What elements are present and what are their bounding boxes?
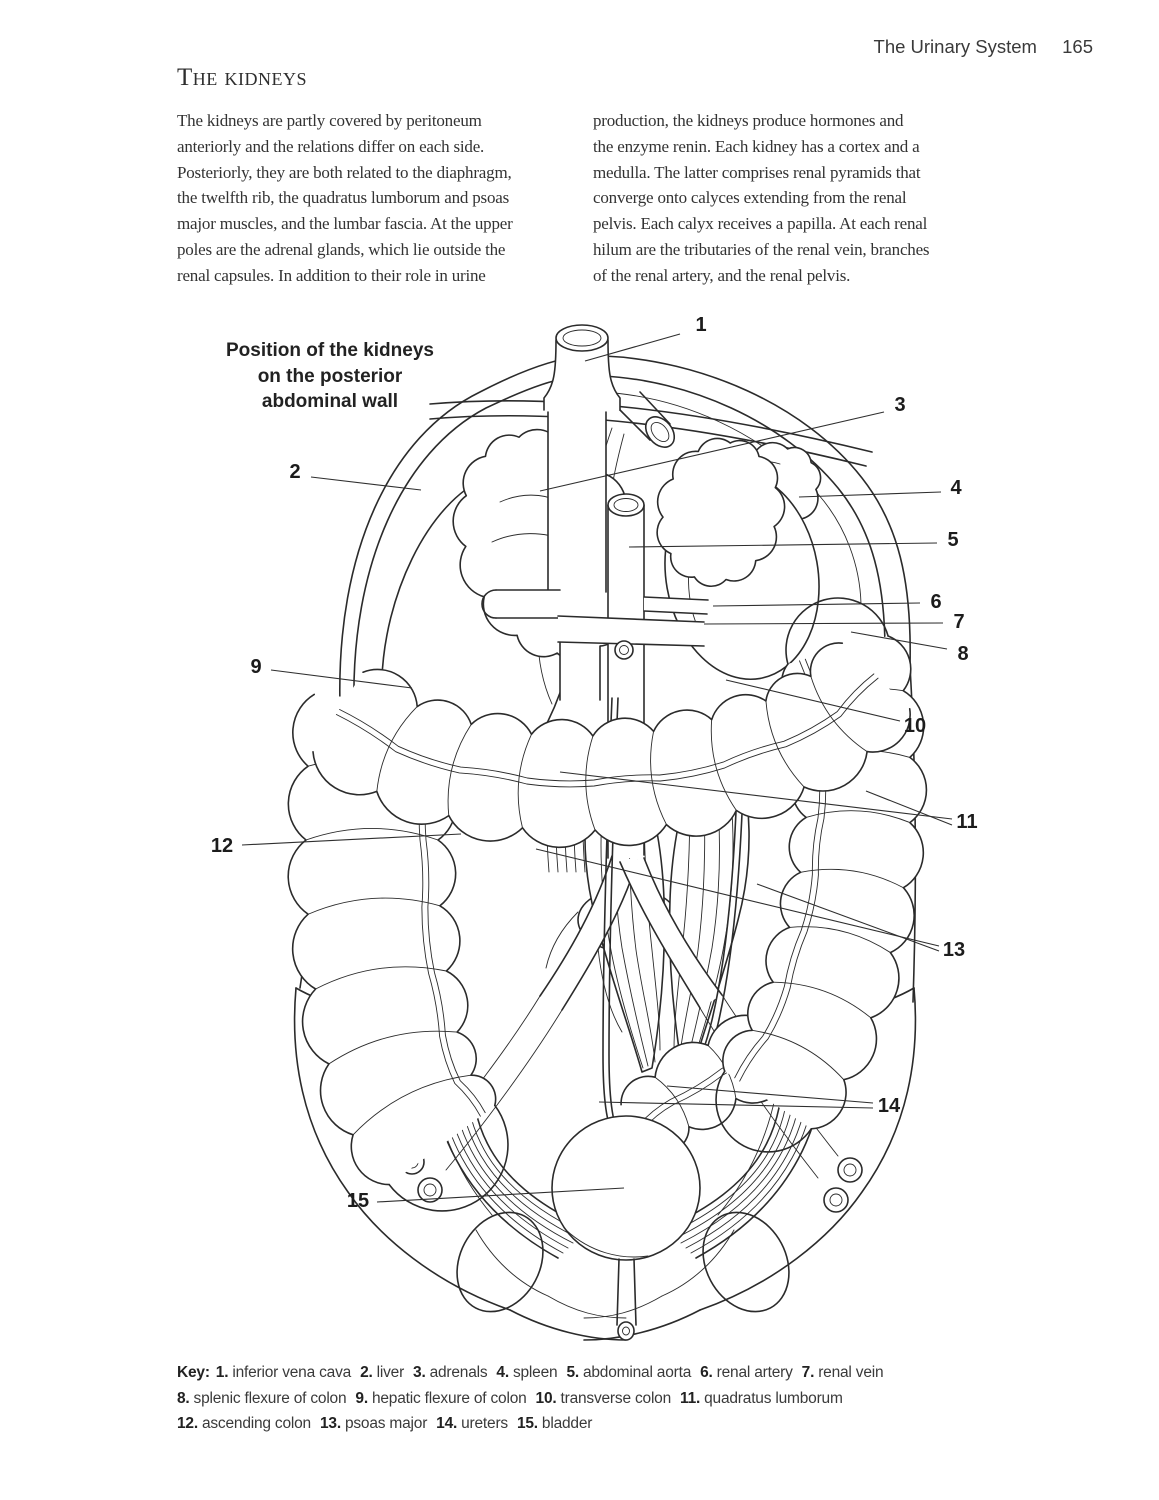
key-item — [680, 1390, 843, 1407]
figure-label-9: 9 — [250, 656, 262, 678]
key-item-number: 1. — [215, 1364, 229, 1381]
key-label: Key: — [177, 1364, 210, 1381]
figure-label-15: 15 — [346, 1190, 370, 1212]
key-item-text: liver — [376, 1364, 405, 1381]
key-item-text: quadratus lumborum — [704, 1389, 843, 1407]
figure-caption-line: abdominal wall — [261, 391, 399, 412]
key-item-text: bladder — [541, 1415, 593, 1432]
key-item-number: 7. — [801, 1364, 815, 1381]
key-item-number: 5. — [566, 1364, 579, 1381]
text-line: major muscles, and the lumbar fascia. At the upper — [177, 214, 513, 234]
figure-label-14: 14 — [877, 1095, 901, 1117]
key-item — [517, 1415, 592, 1432]
key-item-text: hepatic flexure of colon — [371, 1389, 527, 1407]
figure-caption-line: Position of the kidneys — [226, 340, 434, 361]
key-item — [496, 1364, 557, 1381]
figure-label-4: 4 — [950, 477, 962, 499]
key-item — [536, 1390, 671, 1407]
figure-label-6: 6 — [930, 591, 942, 613]
page-number: 165 — [1062, 36, 1093, 57]
key-item — [566, 1364, 691, 1381]
key-item-text: inferior vena cava — [232, 1364, 352, 1381]
figure-label-7: 7 — [953, 611, 965, 633]
key-item-text: adrenals — [429, 1364, 488, 1381]
key-item-text: renal vein — [818, 1364, 884, 1381]
key-item-number: 15. — [516, 1415, 538, 1432]
key-item — [413, 1364, 487, 1381]
key-line — [177, 1411, 987, 1437]
key-item-number: 12. — [177, 1415, 198, 1432]
figure-label-8: 8 — [957, 643, 969, 665]
key-item-number: 9. — [355, 1389, 368, 1407]
section-heading: The kidneys — [177, 64, 308, 91]
key-item — [436, 1415, 508, 1432]
key-item — [355, 1390, 526, 1407]
text-line: pelvis. Each calyx receives a papilla. At each renal — [593, 214, 928, 234]
leader-line — [799, 492, 941, 497]
text-line: medulla. The latter comprises renal pyramids that — [593, 162, 921, 182]
key-item — [320, 1415, 427, 1432]
key-item-number: 14. — [436, 1415, 458, 1432]
key-item-number: 10. — [535, 1389, 557, 1407]
key-item — [177, 1415, 311, 1432]
key-item-text: renal artery — [716, 1364, 793, 1381]
key-item-number: 2. — [360, 1364, 373, 1381]
key-item-text: transverse colon — [560, 1389, 672, 1407]
text-line: anteriorly and the relations differ on each side. — [177, 136, 485, 156]
key-item-text: ureters — [461, 1415, 508, 1432]
figure-label-1: 1 — [695, 314, 707, 336]
figure-label-2: 2 — [289, 461, 301, 483]
key-item — [700, 1364, 793, 1381]
text-line: of the renal artery, and the renal pelvis. — [593, 265, 851, 285]
key-item-number: 3. — [413, 1364, 426, 1381]
text-line: the twelfth rib, the quadratus lumborum and psoas — [177, 188, 510, 208]
key-item — [802, 1364, 884, 1381]
text-line: the enzyme renin. Each kidney has a cortex and a — [593, 136, 920, 156]
text-line: renal capsules. In addition to their role in urine — [177, 265, 486, 285]
figure-label-13: 13 — [942, 939, 966, 961]
text-line: The kidneys are partly covered by peritoneum — [177, 111, 482, 130]
figure-label-3: 3 — [894, 394, 906, 416]
key-item — [177, 1390, 346, 1407]
inferior-vena-cava-top — [544, 325, 620, 410]
text-line: hilum are the tributaries of the renal vein, branches — [593, 239, 930, 259]
bladder — [552, 1116, 700, 1340]
key-line — [177, 1386, 987, 1412]
leader-line — [311, 477, 421, 490]
figure-caption-line: on the posterior — [257, 365, 403, 387]
key-line — [177, 1360, 987, 1386]
running-head-title: The Urinary System — [873, 36, 1037, 57]
figure-label-10: 10 — [903, 715, 927, 737]
text-line: converge onto calyces extending from the renal — [593, 188, 907, 208]
key-item-number: 4. — [496, 1364, 509, 1381]
key-item — [216, 1364, 351, 1381]
key-item-text: ascending colon — [201, 1415, 311, 1432]
key-item-text: splenic flexure of colon — [193, 1389, 347, 1407]
key-item-number: 8. — [177, 1389, 190, 1407]
figure-label-5: 5 — [947, 529, 959, 551]
key-item — [360, 1364, 404, 1381]
key-item-number: 13. — [319, 1415, 341, 1432]
key-item-text: spleen — [512, 1364, 558, 1381]
figure-label-11: 11 — [956, 811, 978, 833]
key-item-text: abdominal aorta — [582, 1364, 692, 1381]
figure-label-12: 12 — [210, 835, 234, 857]
figure-key — [177, 1360, 987, 1437]
text-line: poles are the adrenal glands, which lie outside the — [177, 239, 506, 259]
key-item-number: 11. — [680, 1389, 701, 1407]
key-item-number: 6. — [700, 1364, 713, 1381]
text-line: production, the kidneys produce hormones and — [593, 111, 904, 130]
key-item-text: psoas major — [344, 1415, 428, 1432]
text-line: Posteriorly, they are both related to the diaphragm, — [177, 162, 512, 182]
